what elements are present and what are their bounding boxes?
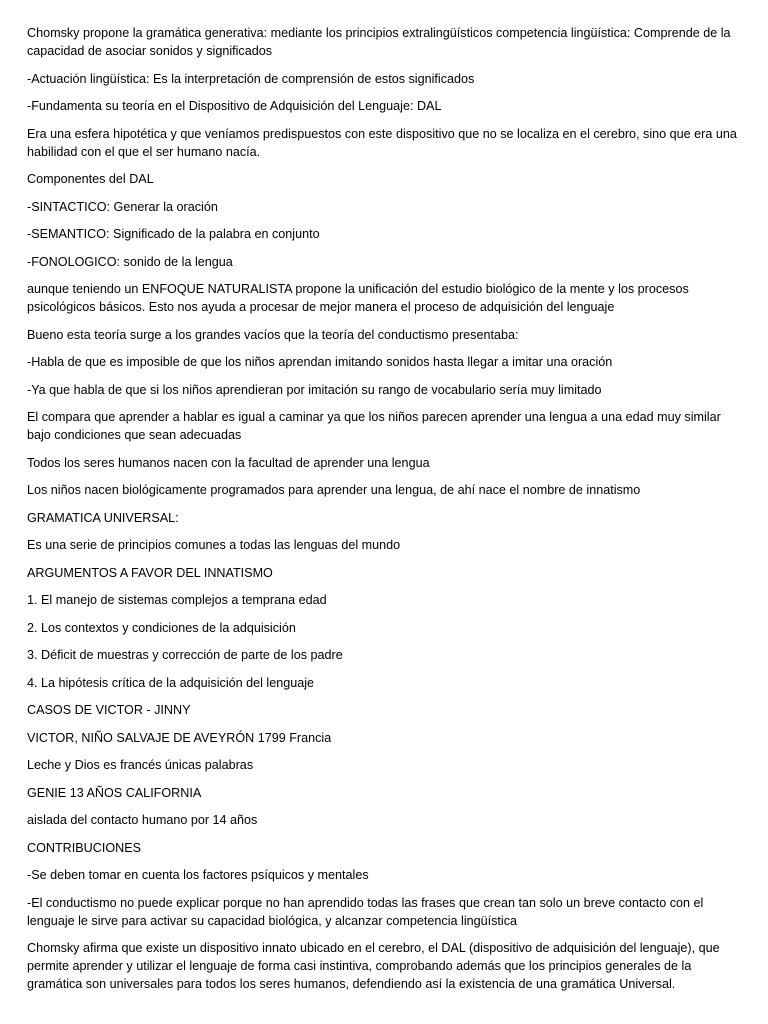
paragraph: -Actuación lingüística: Es la interpretación de comprensión de estos significados (27, 71, 475, 86)
list-item: -FONOLOGICO: sonido de la lengua (27, 254, 233, 269)
document-page (27, 24, 745, 1003)
list-item: -SEMANTICO: Significado de la palabra en conjunto (27, 227, 320, 241)
paragraph: Bueno esta teoría surge a los grandes vacíos que la teoría del conductismo presentaba: (27, 327, 519, 342)
list-item: -Se deben tomar en cuenta los factores psíquicos y mentales (27, 868, 369, 882)
paragraph: VICTOR, NIÑO SALVAJE DE AVEYRÓN 1799 Francia (27, 730, 332, 745)
list-item: -Ya que habla de que si los niños aprendieran por imitación su rango de vocabulario sería muy limitado (27, 382, 602, 397)
section-heading: Componentes del DAL (27, 172, 154, 186)
paragraph: GENIE 13 AÑOS CALIFORNIA (27, 785, 202, 800)
paragraph: -Fundamenta su teoría en el Dispositivo de Adquisición del Lenguaje: DAL (27, 99, 442, 113)
list-item: 4. La hipótesis crítica de la adquisición del lenguaje (27, 675, 315, 690)
paragraph: Chomsky afirma que existe un dispositivo innato ubicado en el cerebro, el DAL (dispositivo de adquisición del lenguaje), que permite aprender y utilizar el lenguaje de forma casi instintiva, comprobando además que los principios generales de la gramática son universales para todos los seres humanos, defendiendo así la existencia de una gramática Universal. (27, 941, 720, 991)
paragraph: Leche y Dios es francés únicas palabras (27, 758, 254, 772)
list-item: -Habla de que es imposible de que los niños aprendan imitando sonidos hasta llegar a imitar una oración (27, 355, 613, 369)
paragraph: aislada del contacto humano por 14 años (27, 813, 258, 827)
paragraph: aunque teniendo un ENFOQUE NATURALISTA propone la unificación del estudio biológico de la mente y los procesos psicológicos básicos. Esto nos ayuda a procesar de mejor manera el proceso de adquisición del lenguaje (27, 282, 689, 314)
list-item: -SINTACTICO: Generar la oración (27, 199, 218, 214)
paragraph: El compara que aprender a hablar es igual a caminar ya que los niños parecen aprender una lengua a una edad muy similar bajo condiciones que sean adecuadas (27, 410, 721, 442)
paragraph: Todos los seres humanos nacen con la facultad de aprender una lengua (27, 455, 430, 470)
list-item: 1. El manejo de sistemas complejos a temprana edad (27, 593, 327, 607)
paragraph: Era una esfera hipotética y que veníamos predispuestos con este dispositivo que no se localiza en el cerebro, sino que era una habilidad con el que el ser humano nacía. (27, 126, 737, 159)
list-item: -El conductismo no puede explicar porque no han aprendido todas las frases que crean tan solo un breve contacto con el lenguaje le sirve para activar su capacidad biológica, y alcanzar competencia lingüística (27, 895, 704, 928)
list-item: 2. Los contextos y condiciones de la adquisición (27, 620, 296, 635)
section-heading: ARGUMENTOS A FAVOR DEL INNATISMO (27, 565, 273, 580)
list-item: 3. Déficit de muestras y corrección de parte de los padre (27, 648, 343, 662)
paragraph: Chomsky propone la gramática generativa: mediante los principios extralingüísticos competencia lingüística: Comprende de la capacidad de asociar sonidos y significados (27, 26, 731, 58)
paragraph: Los niños nacen biológicamente programados para aprender una lengua, de ahí nace el nombre de innatismo (27, 483, 641, 497)
section-heading: GRAMATICA UNIVERSAL: (27, 510, 179, 525)
section-heading: CONTRIBUCIONES (27, 840, 142, 855)
section-heading: CASOS DE VICTOR - JINNY (27, 703, 191, 717)
paragraph: Es una serie de principios comunes a todas las lenguas del mundo (27, 538, 401, 552)
